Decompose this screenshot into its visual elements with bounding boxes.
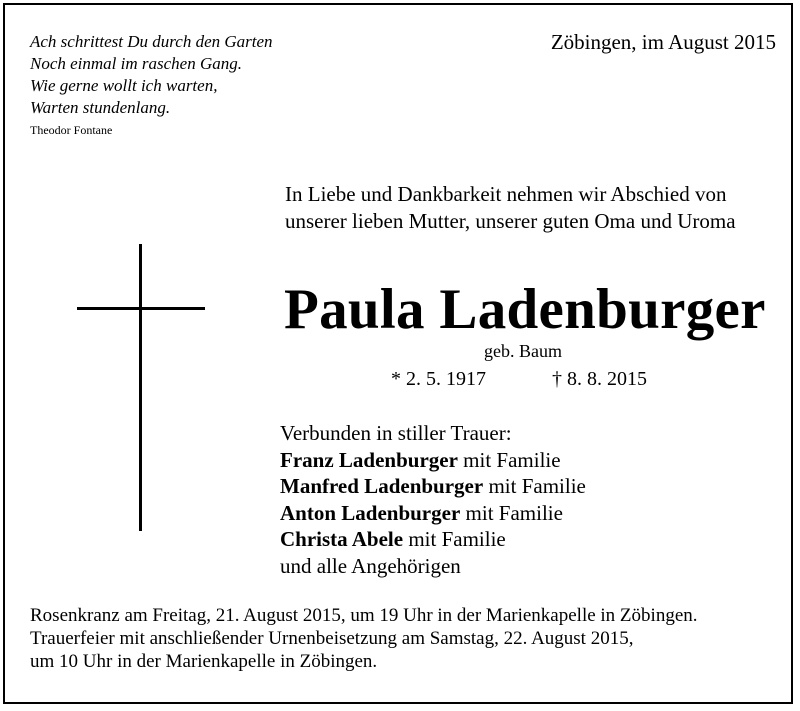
- service-line: Rosenkranz am Freitag, 21. August 2015, um 19 Uhr in der Marienkapelle in Zöbingen.: [30, 605, 698, 626]
- service-line: um 10 Uhr in der Marienkapelle in Zöbingen.: [30, 651, 378, 672]
- poem-line: Ach schrittest Du durch den Garten: [30, 32, 273, 51]
- mourner-name: Franz Ladenburger: [280, 447, 458, 472]
- mourner-suffix: mit Familie: [460, 500, 563, 525]
- death-date: † 8. 8. 2015: [552, 368, 647, 390]
- mourners-closing: und alle Angehörigen: [280, 553, 461, 578]
- poem-block: [30, 31, 273, 138]
- service-line: Trauerfeier mit anschließender Urnenbeisetzung am Samstag, 22. August 2015,: [30, 628, 634, 649]
- cross-icon-bar: [77, 307, 205, 310]
- mourner-suffix: mit Familie: [457, 447, 561, 472]
- intro-line: In Liebe und Dankbarkeit nehmen wir Abschied von: [285, 182, 727, 206]
- deceased-name: Paula Ladenburger: [284, 278, 766, 341]
- mourners-list: [280, 420, 586, 579]
- mourner-suffix: mit Familie: [403, 527, 506, 551]
- birth-date: * 2. 5. 1917: [391, 368, 486, 390]
- poem-line: Wie gerne wollt ich warten,: [30, 76, 218, 95]
- mourner-entry: [280, 500, 586, 527]
- mourners-heading: Verbunden in stiller Trauer:: [280, 421, 512, 445]
- mourner-name: Anton Ladenburger: [280, 500, 461, 525]
- mourner-name: Christa Abele: [280, 527, 404, 551]
- mourner-entry: [280, 447, 586, 474]
- mourner-name: Manfred Ladenburger: [280, 474, 484, 498]
- intro-text: [285, 181, 736, 235]
- cross-icon: [139, 244, 142, 531]
- poem-line: Noch einmal im raschen Gang.: [30, 54, 243, 73]
- intro-line: unserer lieben Mutter, unserer guten Oma und Uroma: [285, 209, 736, 233]
- poem-author: Theodor Fontane: [30, 123, 113, 137]
- maiden-name: geb. Baum: [484, 341, 562, 361]
- place-date: Zöbingen, im August 2015: [550, 30, 776, 54]
- mourner-entry: [280, 526, 586, 553]
- service-info: [30, 604, 698, 673]
- mourner-suffix: mit Familie: [483, 474, 586, 498]
- poem-line: Warten stundenlang.: [30, 98, 171, 117]
- mourner-entry: [280, 473, 586, 500]
